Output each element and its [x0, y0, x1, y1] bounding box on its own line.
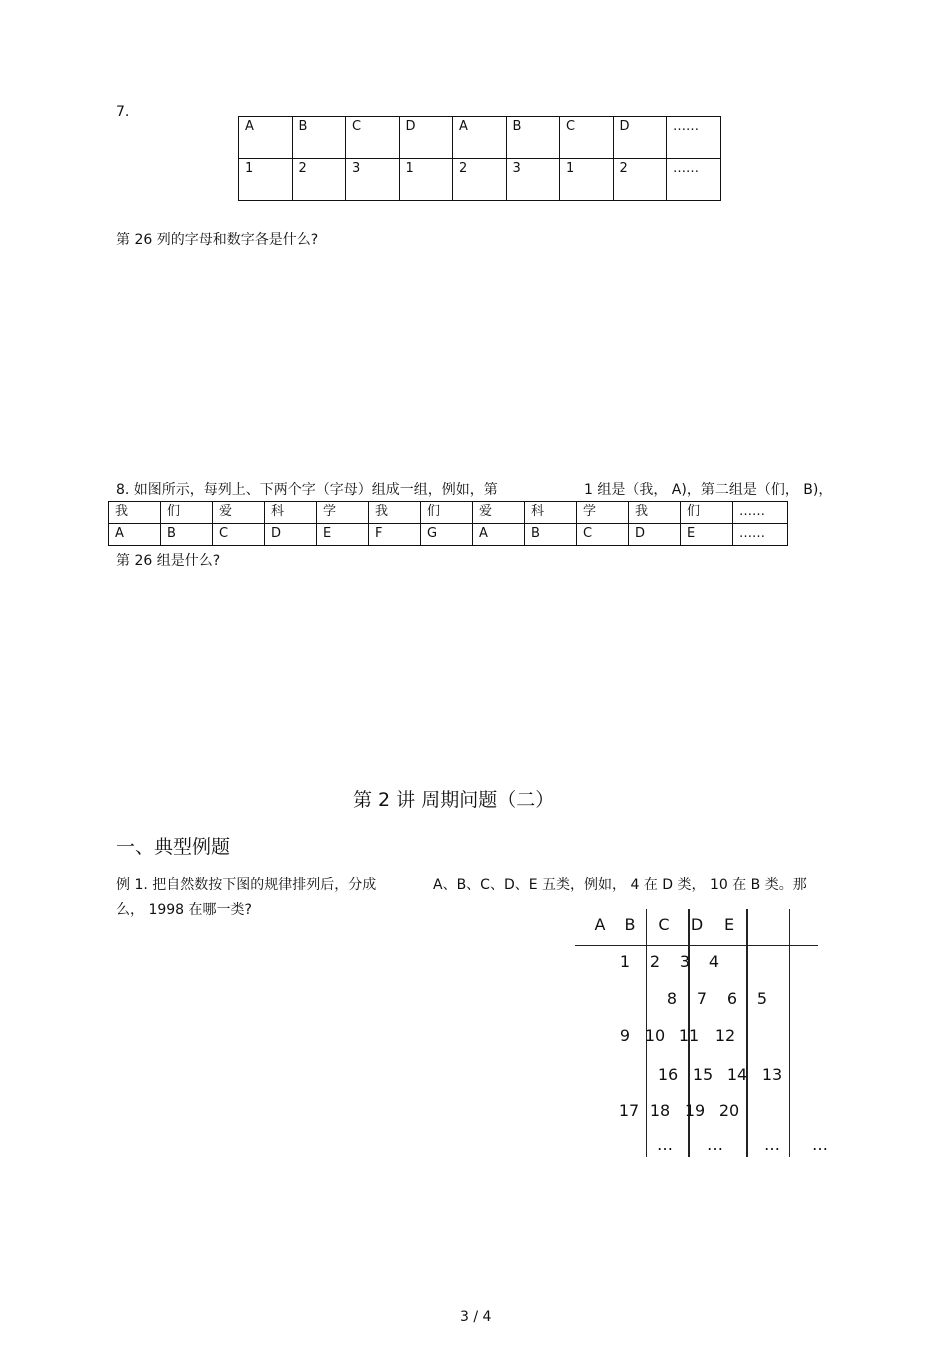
example1-text-part1: 例 1. 把自然数按下图的规律排列后，分成	[116, 877, 377, 893]
table-cell: E	[681, 524, 733, 546]
column-divider	[789, 909, 790, 1157]
table-cell: ……	[733, 524, 788, 546]
figure-number: 13	[761, 1065, 783, 1084]
table-cell: 学	[317, 502, 369, 524]
table-cell: ……	[667, 159, 721, 201]
table-cell: 1	[239, 159, 293, 201]
q8-table	[108, 501, 788, 546]
figure-number: 5	[756, 989, 768, 1008]
table-cell: C	[213, 524, 265, 546]
table-cell: E	[317, 524, 369, 546]
table-cell: 爱	[213, 502, 265, 524]
figure-ellipsis: …	[812, 1135, 828, 1154]
figure-number: 3	[679, 952, 691, 971]
class-header-c: C	[658, 915, 670, 934]
table-cell: B	[525, 524, 577, 546]
figure-number: 6	[726, 989, 738, 1008]
table-cell: A	[453, 117, 507, 159]
table-row	[239, 117, 721, 159]
table-cell: 们	[681, 502, 733, 524]
table-cell: C	[577, 524, 629, 546]
example1-text-line2: 么， 1998 在哪一类?	[116, 902, 252, 918]
table-cell: 们	[421, 502, 473, 524]
figure-number: 9	[619, 1026, 631, 1045]
figure-number: 12	[714, 1026, 736, 1045]
class-header-a: A	[594, 915, 606, 934]
figure-ellipsis: …	[657, 1135, 673, 1154]
table-cell: 们	[161, 502, 213, 524]
table-row	[109, 524, 788, 546]
table-cell: D	[265, 524, 317, 546]
figure-number: 19	[684, 1101, 706, 1120]
table-cell: 1	[560, 159, 614, 201]
table-cell: B	[506, 117, 560, 159]
table-cell: ……	[667, 117, 721, 159]
figure-number: 18	[649, 1101, 671, 1120]
example1-text-part2: A、B、C、D、E 五类，例如， 4 在 D 类， 10 在 B 类。那	[433, 877, 807, 893]
page-number: 3 / 4	[460, 1309, 492, 1325]
figure-number: 4	[708, 952, 720, 971]
class-header-b: B	[624, 915, 636, 934]
figure-number: 17	[618, 1101, 640, 1120]
table-cell: G	[421, 524, 473, 546]
table-cell: 3	[346, 159, 400, 201]
table-row	[109, 502, 788, 524]
table-cell: B	[161, 524, 213, 546]
table-cell: 我	[369, 502, 421, 524]
class-header-e: E	[723, 915, 735, 934]
figure-number: 10	[644, 1026, 666, 1045]
table-cell: 爱	[473, 502, 525, 524]
table-cell: C	[560, 117, 614, 159]
table-cell: 2	[613, 159, 667, 201]
figure-number: 20	[718, 1101, 740, 1120]
table-cell: D	[613, 117, 667, 159]
table-cell: F	[369, 524, 421, 546]
class-header-d: D	[690, 915, 704, 934]
table-cell: A	[239, 117, 293, 159]
table-cell: C	[346, 117, 400, 159]
figure-number: 1	[619, 952, 631, 971]
q8-intro-part1: 8. 如图所示，每列上、下两个字（字母）组成一组，例如，第	[116, 482, 498, 498]
figure-number: 7	[696, 989, 708, 1008]
q7-table	[238, 116, 721, 201]
figure-number: 2	[649, 952, 661, 971]
q7-question: 第 26 列的字母和数字各是什么?	[116, 232, 319, 248]
table-cell: 1	[399, 159, 453, 201]
table-cell: D	[399, 117, 453, 159]
table-cell: 我	[629, 502, 681, 524]
table-cell: D	[629, 524, 681, 546]
section-title: 一、典型例题	[116, 836, 231, 858]
figure-number: 15	[692, 1065, 714, 1084]
table-cell: 我	[109, 502, 161, 524]
figure-number: 16	[657, 1065, 679, 1084]
table-row	[239, 159, 721, 201]
q7-number: 7.	[116, 104, 130, 120]
table-cell: A	[109, 524, 161, 546]
figure-ellipsis: …	[764, 1135, 780, 1154]
figure-ellipsis: …	[707, 1135, 723, 1154]
table-cell: ……	[733, 502, 788, 524]
figure-number: 11	[678, 1026, 700, 1045]
table-cell: 学	[577, 502, 629, 524]
figure-number: 14	[726, 1065, 748, 1084]
figure-number: 8	[666, 989, 678, 1008]
column-divider	[746, 909, 748, 1157]
table-cell: 科	[265, 502, 317, 524]
table-cell: A	[473, 524, 525, 546]
lecture-title: 第 2 讲 周期问题（二）	[353, 789, 555, 811]
q8-question: 第 26 组是什么?	[116, 553, 221, 569]
header-divider	[575, 945, 818, 946]
table-cell: 2	[292, 159, 346, 201]
q8-intro-part2: 1 组是（我， A)，第二组是（们， B)，	[584, 482, 833, 498]
table-cell: 2	[453, 159, 507, 201]
table-cell: 3	[506, 159, 560, 201]
table-cell: 科	[525, 502, 577, 524]
table-cell: B	[292, 117, 346, 159]
